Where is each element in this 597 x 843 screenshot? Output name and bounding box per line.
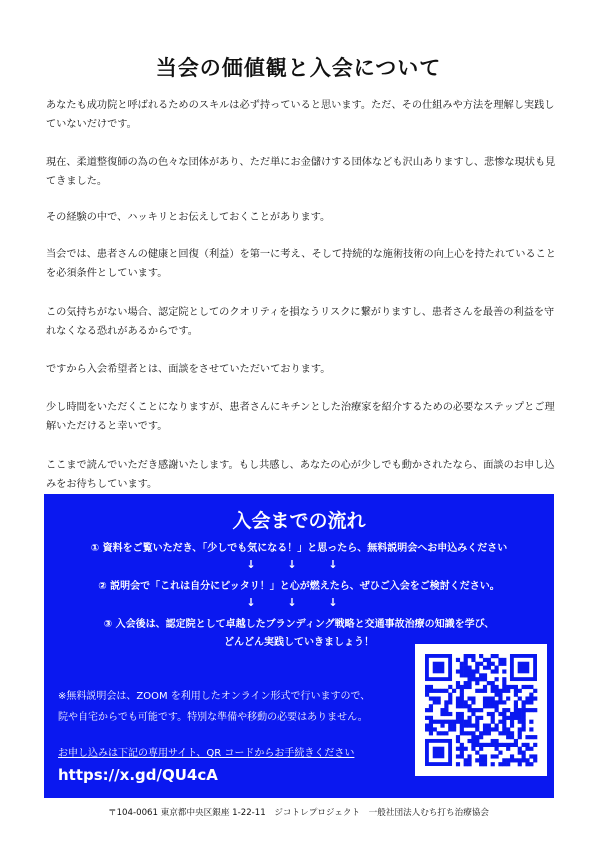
flow-step-3-line-1: ③ 入会後は、認定院として卓越したブランディング戦略と交通事故治療の知識を学び、 (103, 619, 495, 630)
paragraph-8: ここまで読んでいただき感謝いたします。もし共感し、あなたの心が少しでも動かされたなら、面談のお申し込みをお待ちしています。 (46, 460, 555, 490)
footer-address: 〒104-0061 東京都中央区銀座 1-22-11 ジコトレプロジェクト 一般社団法人むち打ち治療協会 (108, 808, 489, 818)
flow-arrows-2: ↓ ↓ ↓ (246, 596, 352, 609)
page-title: 当会の価値観と入会について (155, 56, 442, 80)
paragraph-2: 現在、柔道整復師の為の色々な団体があり、ただ単にお金儲けする団体なども沢山ありますし、悲惨な現状も見てきました。 (46, 157, 556, 187)
flow-arrows-1: ↓ ↓ ↓ (246, 558, 352, 571)
paragraph-3: その経験の中で、ハッキリとお伝えしておくことがあります。 (46, 212, 331, 223)
flow-step-1: ① 資料をご覧いただき、「少しでも気になる！」と思ったら、無料説明会へお申込みください (90, 543, 508, 554)
apply-instruction-link[interactable]: お申し込みは下記の専用サイト、QR コードからお手続きください (58, 748, 355, 759)
qr-code-image (415, 644, 547, 776)
flow-title: 入会までの流れ (232, 510, 366, 532)
paragraph-6: ですから入会希望者とは、面談をさせていただいております。 (46, 364, 331, 375)
paragraph-4: 当会では、患者さんの健康と回復（利益）を第一に考え、そして持続的な施術技術の向上心を持たれていることを必須条件としています。 (46, 249, 556, 279)
paragraph-5: この気持ちがない場合、認定院としてのクオリティを損なうリスクに繋がりますし、患者さんを最善の利益を守れなくなる恐れがあるからです。 (46, 307, 555, 337)
paragraph-1: あなたも成功院と呼ばれるためのスキルは必ず持っていると思います。ただ、その仕組みや方法を理解し実践していないだけです。 (46, 100, 555, 130)
note-line-2: 院や自宅からでも可能です。特別な準備や移動の必要はありません。 (58, 712, 368, 723)
flow-step-3-line-2: どんどん実践していきましょう！ (224, 637, 374, 648)
flow-step-2: ② 説明会で「これは自分にピッタリ！」と心が燃えたら、ぜひご入会をご検討ください。 (98, 581, 500, 592)
qr-code[interactable] (415, 644, 547, 776)
flow-box (44, 494, 554, 798)
note-line-1: ※無料説明会は、ZOOM を利用したオンライン形式で行いますので、 (58, 691, 371, 702)
signup-url-link[interactable]: https://x.gd/QU4cA (58, 766, 218, 784)
paragraph-7: 少し時間をいただくことになりますが、患者さんにキチンとした治療家を紹介するための必要なステップとご理解いただけると幸いです。 (46, 402, 555, 432)
